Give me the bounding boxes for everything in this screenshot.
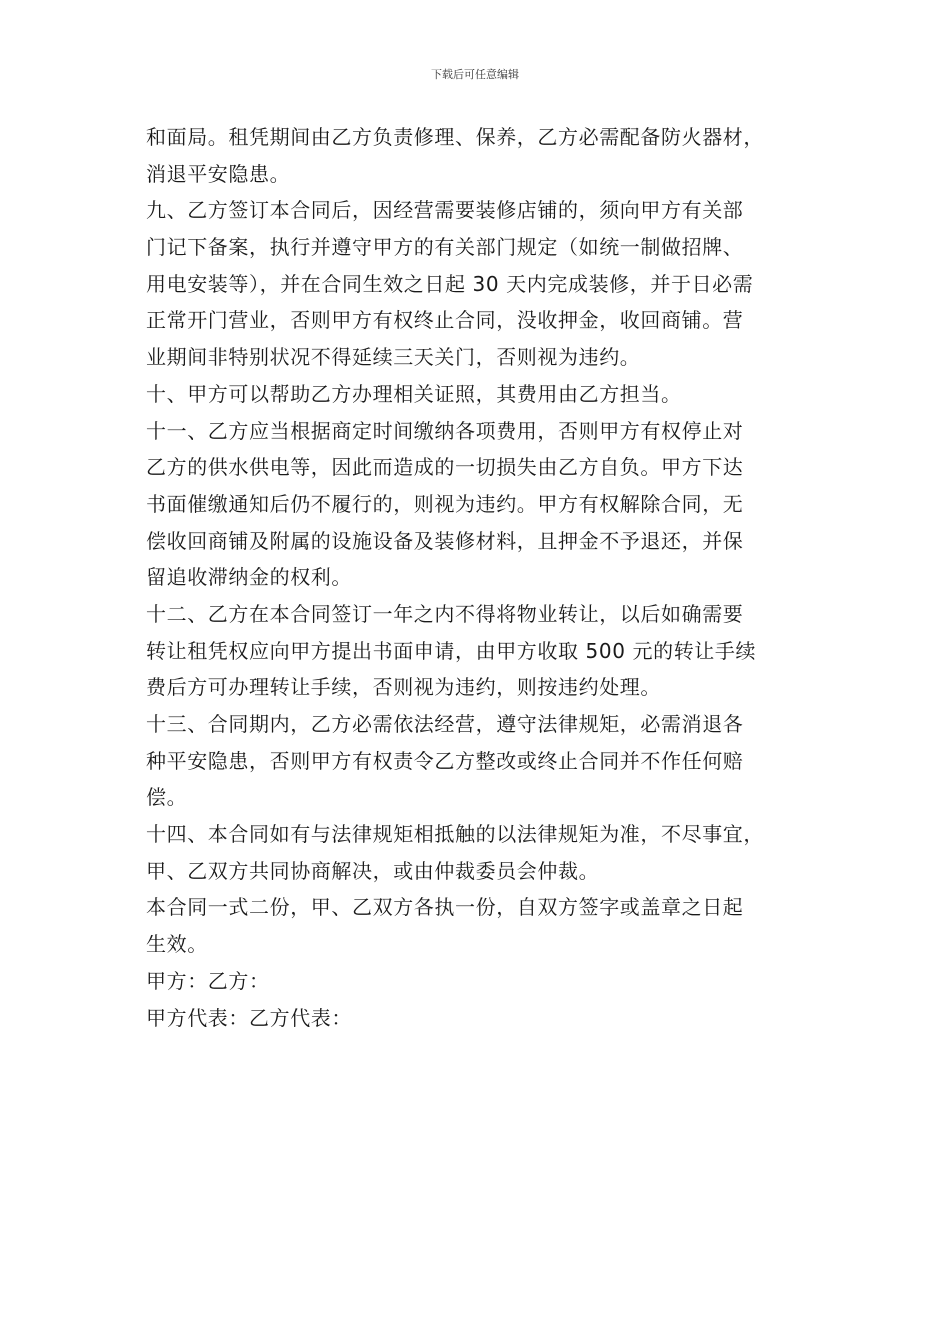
text-line: 乙方的供水供电等，因此而造成的一切损失由乙方自负。甲方下达 (146, 455, 744, 480)
text-line: 生效。 (146, 932, 208, 957)
text-line: 转让租凭权应向甲方提出书面申请，由甲方收取 500 元的转让手续 (146, 638, 757, 663)
text-line: 留追收滞纳金的权利。 (146, 565, 352, 590)
text-line: 九、乙方签订本合同后，因经营需要装修店铺的，须向甲方有关部 (146, 198, 744, 223)
page-header: 下载后可任意编辑 (431, 68, 519, 81)
text-line: 十四、本合同如有与法律规矩相抵触的以法律规矩为准，不尽事宜， (146, 822, 764, 847)
text-line: 费后方可办理转让手续，否则视为违约，则按违约处理。 (146, 675, 661, 700)
text-line: 本合同一式二份，甲、乙双方各执一份，自双方签字或盖章之日起 (146, 895, 744, 920)
text-line: 十一、乙方应当根据商定时间缴纳各项费用，否则甲方有权停止对 (146, 418, 744, 443)
text-line: 十二、乙方在本合同签订一年之内不得将物业转让，以后如确需要 (146, 601, 744, 626)
signature-line-party: 甲方：乙方： (146, 968, 270, 993)
text-line: 偿收回商铺及附属的设施设备及装修材料，且押金不予退还，并保 (146, 528, 744, 553)
text-line: 十、甲方可以帮助乙方办理相关证照，其费用由乙方担当。 (146, 381, 682, 406)
text-line: 书面催缴通知后仍不履行的，则视为违约。甲方有权解除合同，无 (146, 491, 744, 516)
text-line: 用电安装等），并在合同生效之日起 30 天内完成装修，并于日必需 (146, 271, 754, 296)
text-line: 正常开门营业，否则甲方有权终止合同，没收押金，收回商铺。营 (146, 308, 744, 333)
text-line: 业期间非特别状况不得延续三天关门，否则视为违约。 (146, 345, 641, 370)
text-line: 甲、乙双方共同协商解决，或由仲裁委员会仲裁。 (146, 858, 600, 883)
text-line: 种平安隐患，否则甲方有权责令乙方整改或终止合同并不作任何赔 (146, 748, 744, 773)
document-body (146, 119, 836, 1036)
text-line: 十三、合同期内，乙方必需依法经营，遵守法律规矩，必需消退各 (146, 712, 744, 736)
text-line: 偿。 (146, 785, 188, 810)
text-line: 消退平安隐患。 (146, 161, 291, 186)
text-line: 和面局。租凭期间由乙方负责修理、保养，乙方必需配备防火器材， (146, 125, 764, 149)
text-line: 门记下备案，执行并遵守甲方的有关部门规定（如统一制做招牌、 (146, 235, 744, 260)
signature-line-representative: 甲方代表：乙方代表： (146, 1005, 352, 1030)
